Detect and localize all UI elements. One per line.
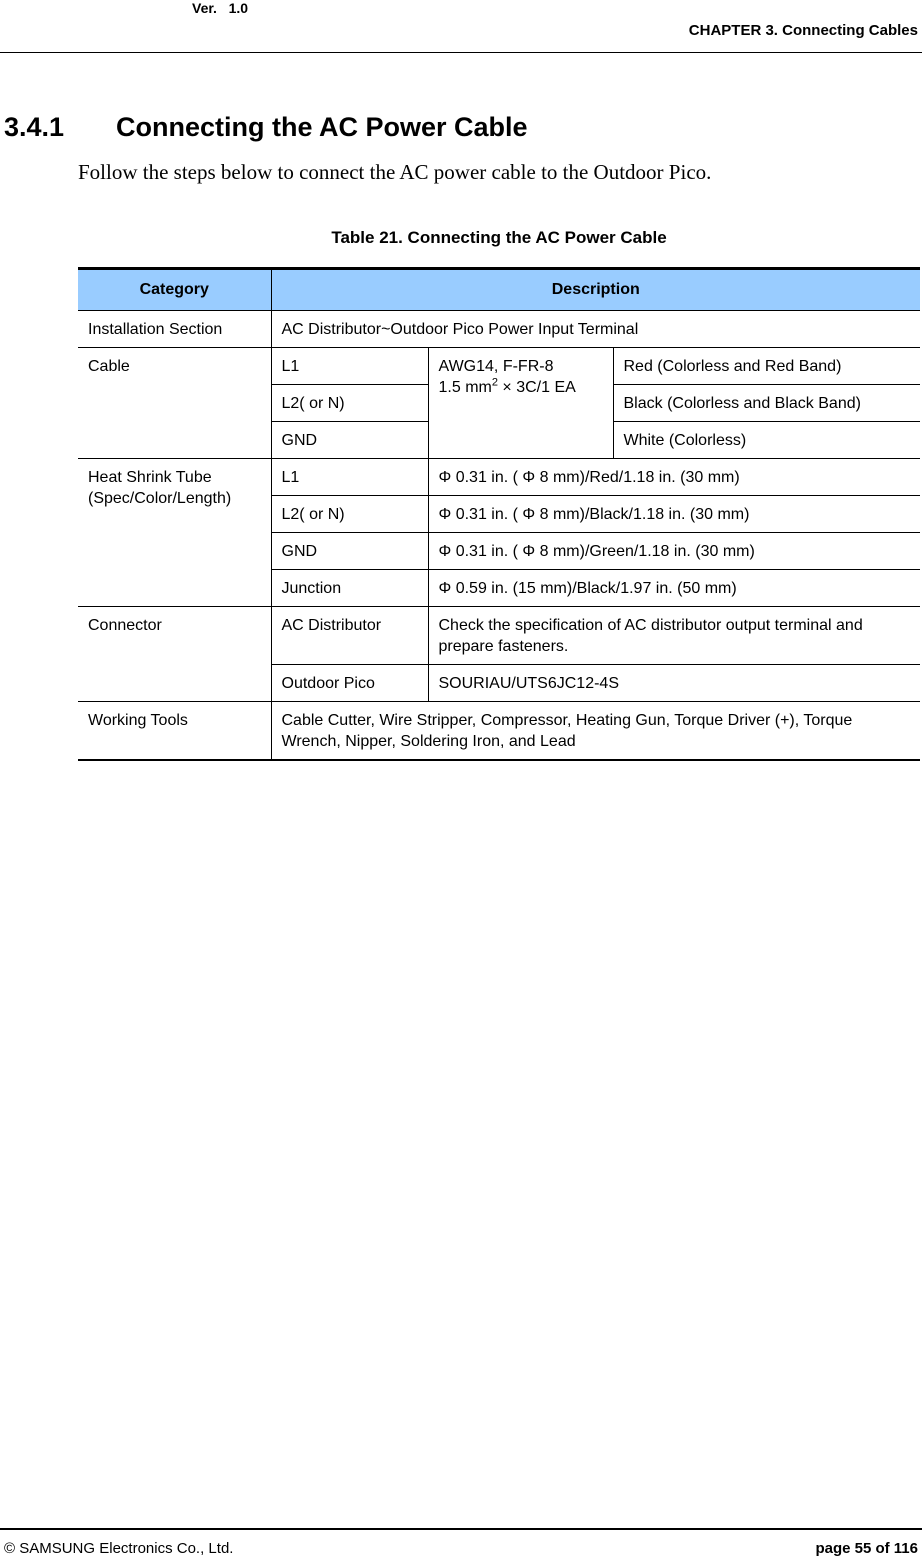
heat-shrink-conductor: GND: [271, 533, 428, 570]
intro-paragraph: Follow the steps below to connect the AC power cable to the Outdoor Pico.: [78, 160, 712, 184]
connector-item: AC Distributor: [271, 607, 428, 665]
header-divider: [0, 52, 922, 53]
table-row: [78, 311, 920, 348]
heat-shrink-conductor: L2( or N): [271, 496, 428, 533]
table-row: [78, 348, 920, 385]
footer-divider: [0, 1528, 922, 1530]
ac-power-cable-table: [78, 267, 920, 761]
heat-shrink-spec: Φ 0.31 in. ( Φ 8 mm)/Black/1.18 in. (30 mm): [428, 496, 920, 533]
cable-spec-sup: 2: [491, 376, 498, 389]
table-header-row: [78, 269, 920, 311]
section-number: 3.4.1: [4, 112, 65, 142]
cable-conductor: GND: [271, 422, 428, 459]
copyright: © SAMSUNG Electronics Co., Ltd.: [4, 1540, 234, 1557]
version-label: Ver. 1.0: [192, 0, 249, 16]
table-row: [78, 459, 920, 496]
heat-shrink-label-line1: Heat Shrink Tube: [88, 469, 212, 486]
cable-spec-line1: AWG14, F-FR-8: [438, 358, 554, 375]
cable-spec-suffix: × 3C/1 EA: [497, 379, 576, 396]
installation-value: AC Distributor~Outdoor Pico Power Input Terminal: [271, 311, 920, 348]
section-title: Connecting the AC Power Cable: [116, 112, 528, 142]
cable-color: White (Colorless): [613, 422, 920, 459]
cable-color: Red (Colorless and Red Band): [613, 348, 920, 385]
connector-item: Outdoor Pico: [271, 665, 428, 702]
cable-spec-prefix: 1.5 mm: [438, 379, 492, 396]
cable-conductor: L2( or N): [271, 385, 428, 422]
heat-shrink-spec: Φ 0.59 in. (15 mm)/Black/1.97 in. (50 mm): [428, 570, 920, 607]
heat-shrink-conductor: L1: [271, 459, 428, 496]
chapter-title: CHAPTER 3. Connecting Cables: [688, 22, 918, 39]
cable-spec: [428, 348, 613, 459]
installation-label: Installation Section: [78, 311, 271, 348]
page-number: page 55 of 116: [815, 1540, 918, 1557]
heat-shrink-label: [78, 459, 271, 607]
category-header: Category: [78, 269, 271, 311]
heat-shrink-conductor: Junction: [271, 570, 428, 607]
table-row: [78, 702, 920, 761]
heat-shrink-spec: Φ 0.31 in. ( Φ 8 mm)/Red/1.18 in. (30 mm): [428, 459, 920, 496]
connector-desc: SOURIAU/UTS6JC12-4S: [428, 665, 920, 702]
heat-shrink-spec: Φ 0.31 in. ( Φ 8 mm)/Green/1.18 in. (30 mm): [428, 533, 920, 570]
tools-label: Working Tools: [78, 702, 271, 761]
cable-color: Black (Colorless and Black Band): [613, 385, 920, 422]
connector-label: Connector: [78, 607, 271, 702]
table-row: [78, 607, 920, 665]
heat-shrink-label-line2: (Spec/Color/Length): [88, 490, 232, 507]
cable-label: Cable: [78, 348, 271, 459]
cable-conductor: L1: [271, 348, 428, 385]
description-header: Description: [271, 269, 920, 311]
tools-value: Cable Cutter, Wire Stripper, Compressor, Heating Gun, Torque Driver (+), Torque Wrench, Nipper, Soldering Iron, and Lead: [271, 702, 920, 761]
connector-desc: Check the specification of AC distributor output terminal and prepare fasteners.: [428, 607, 920, 665]
table-caption: Table 21. Connecting the AC Power Cable: [331, 228, 667, 247]
